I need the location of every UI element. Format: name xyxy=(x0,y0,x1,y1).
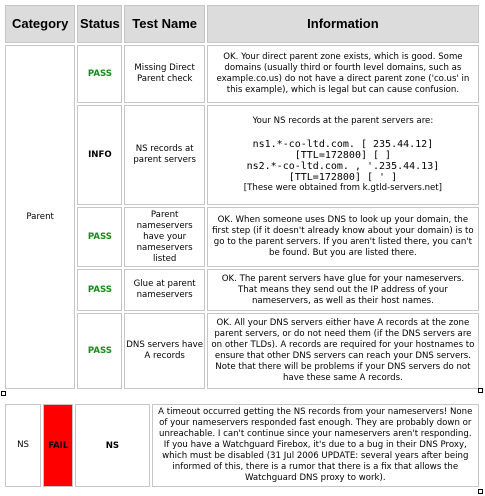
dns-report-table xyxy=(3,3,481,391)
header-category: Category xyxy=(5,5,75,43)
status-badge: FAIL xyxy=(43,404,73,487)
test-name: Glue at parent nameservers xyxy=(124,269,204,311)
resize-handle[interactable] xyxy=(478,388,483,393)
resize-handle[interactable] xyxy=(478,489,483,494)
info-note: [These were obtained from k.gtld-servers.net] xyxy=(243,183,443,193)
status-badge: PASS xyxy=(77,207,122,267)
info-intro: Your NS records at the parent servers are: xyxy=(252,116,434,126)
table-row xyxy=(5,207,479,267)
test-name: Missing Direct Parent check xyxy=(124,45,204,103)
resize-handle[interactable] xyxy=(1,391,6,396)
info-text: OK. When someone uses DNS to look up your domain, the first step (if it doesn't already know about your domain) is to go to the parent servers. If you aren't listed there, you can't be found. But you are listed there. xyxy=(207,207,479,267)
ns-record-line: ns1.*-co-ltd.com. [ 235.44.12] xyxy=(252,139,434,150)
status-badge: PASS xyxy=(77,269,122,311)
info-text: OK. All your DNS servers either have A records at the zone parent servers, or do not need them (if the DNS servers are on other TLDs). A records are required for your hostnames to ensure that other DNS servers can reach your DNS servers. Note that there will be problems if your DNS servers do not have these same A records. xyxy=(207,313,479,389)
test-name: Parent nameservers have your nameservers listed xyxy=(124,207,204,267)
category-cell: NS xyxy=(5,404,41,487)
info-text: A timeout occurred getting the NS records from your nameservers! None of your nameservers responded fast enough. They are probably down or unreachable. I can't continue since your nameservers aren't responding. If you have a Watchguard Firebox, it's due to a bug in their DNS Proxy, which must be disabled (31 Jul 2006 UPDATE: several years after being informed of this, there is a rumor that there is a fix that allows the Watchguard DNS proxy to work). xyxy=(152,404,479,487)
table-row xyxy=(5,105,479,205)
ns-records-info xyxy=(207,105,479,205)
ns-record-line: [TTL=172800] [ ' ] xyxy=(288,172,398,183)
status-badge: INFO xyxy=(77,105,122,205)
test-name: DNS servers have A records xyxy=(124,313,204,389)
status-badge: PASS xyxy=(77,313,122,389)
info-text: OK. Your direct parent zone exists, which is good. Some domains (usually third or fourth level domains, such as example.co.us) do not have a direct parent zone ('co.us' in this example), which is legal but can cause confusion. xyxy=(207,45,479,103)
ns-record-line: ns2.*-co-ltd.com. , '.235.44.13] xyxy=(246,161,440,172)
table-row xyxy=(5,269,479,311)
category-cell: Parent xyxy=(5,45,75,389)
test-name: NS xyxy=(75,404,149,487)
ns-check-table xyxy=(3,402,481,489)
table-row xyxy=(5,45,479,103)
header-status: Status xyxy=(77,5,122,43)
test-name: NS records at parent servers xyxy=(124,105,204,205)
info-text: OK. The parent servers have glue for your nameservers. That means they send out the IP address of your nameservers, as well as their host names. xyxy=(207,269,479,311)
status-badge: PASS xyxy=(77,45,122,103)
header-information: Information xyxy=(207,5,479,43)
header-test-name: Test Name xyxy=(124,5,204,43)
table-row xyxy=(5,313,479,389)
ns-record-line: [TTL=172800] [ ] xyxy=(294,150,392,161)
table-row xyxy=(5,404,479,487)
header-row xyxy=(5,5,479,43)
